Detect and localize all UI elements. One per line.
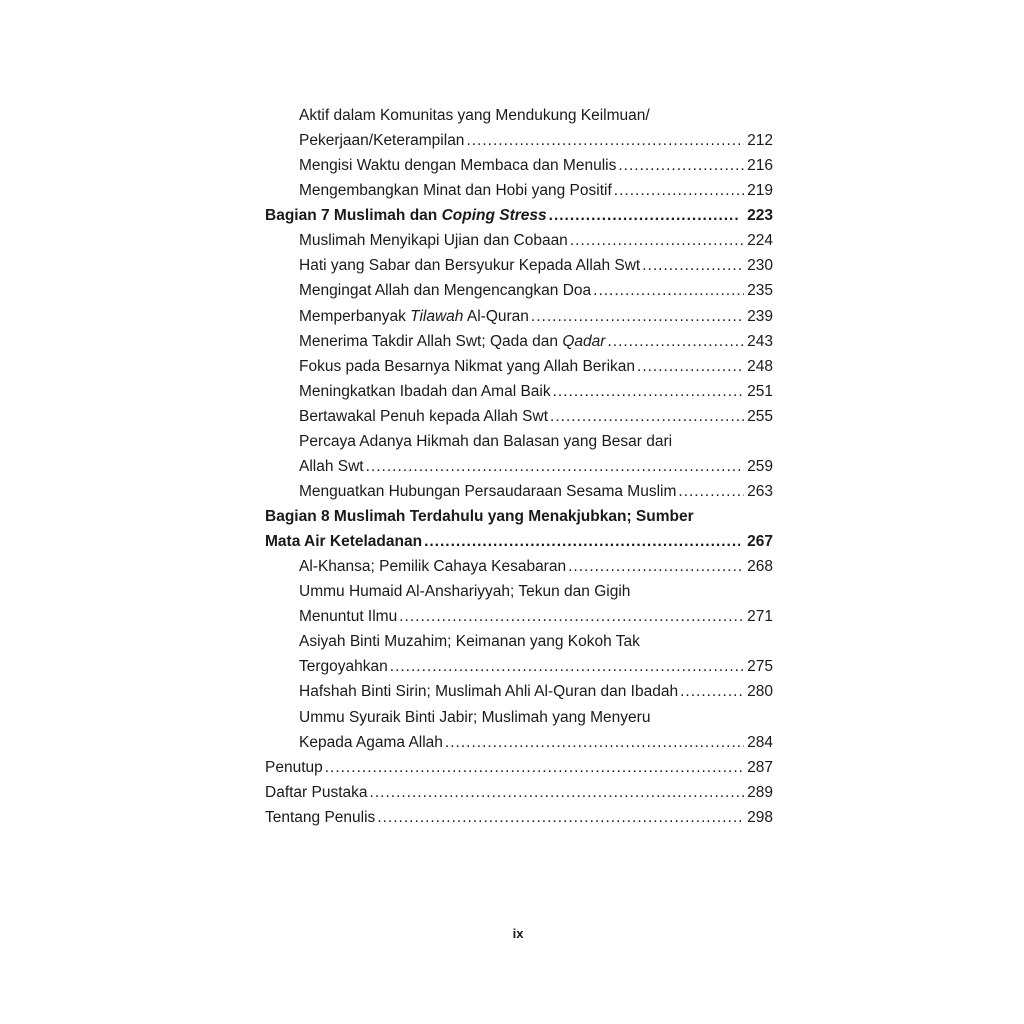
toc-entry-title-text: Mengembangkan Minat dan Hobi yang Positif bbox=[299, 182, 612, 200]
toc-page-number: 224 bbox=[747, 232, 773, 250]
toc-entry-title bbox=[299, 705, 650, 730]
toc-leader-dots bbox=[370, 780, 745, 805]
toc-entry-title bbox=[299, 278, 591, 303]
toc-entry-title bbox=[299, 554, 566, 579]
toc-page-number: 255 bbox=[747, 407, 773, 425]
toc-page-number: 243 bbox=[747, 332, 773, 350]
toc-page-number: 280 bbox=[747, 683, 773, 701]
toc-entry bbox=[265, 128, 773, 153]
toc-entry-title-text: Menguatkan Hubungan Persaudaraan Sesama Muslim bbox=[299, 482, 677, 500]
toc-leader-dots bbox=[614, 178, 744, 203]
toc-leader-dots bbox=[678, 479, 744, 504]
toc-leader-dots bbox=[570, 228, 744, 253]
toc-entry-title bbox=[265, 755, 323, 780]
toc-entry-title bbox=[299, 228, 568, 253]
toc-entry-title bbox=[299, 454, 364, 479]
toc-entry-title bbox=[299, 654, 388, 679]
toc-entry bbox=[265, 755, 773, 780]
toc-entry bbox=[265, 454, 773, 479]
toc-entry-title bbox=[299, 479, 676, 504]
toc-entry-title bbox=[299, 429, 672, 454]
toc-entry-title-text: Ummu Syuraik Binti Jabir; Muslimah yang Menyeru bbox=[299, 708, 651, 726]
toc-entry bbox=[265, 379, 773, 404]
toc-entry-title bbox=[265, 805, 375, 830]
toc-chapter-entry bbox=[265, 203, 773, 228]
toc-entry-title-text: Menuntut Ilmu bbox=[299, 608, 398, 626]
toc-entry bbox=[265, 554, 773, 579]
toc-entry-title bbox=[299, 404, 548, 429]
toc-entry bbox=[265, 654, 773, 679]
toc-entry-title-text: Percaya Adanya Hikmah dan Balasan yang Besar dari bbox=[299, 432, 673, 450]
toc-entry bbox=[265, 304, 773, 329]
toc-leader-dots bbox=[637, 354, 744, 379]
toc-page-number: 216 bbox=[747, 157, 773, 175]
toc-page-number: 239 bbox=[747, 307, 773, 325]
toc-entry-title bbox=[299, 153, 616, 178]
toc-entry-title-text: Ummu Humaid Al-Anshariyyah; Tekun dan Gigih bbox=[299, 583, 631, 601]
toc-entry-title-text: Bagian 8 Muslimah Terdahulu yang Menakjubkan; Sumber bbox=[265, 508, 694, 525]
toc-entry-title-text: Fokus pada Besarnya Nikmat yang Allah Berikan bbox=[299, 357, 636, 375]
toc-page-number: 248 bbox=[747, 357, 773, 375]
toc-entry-title-text: Mengisi Waktu dengan Membaca dan Menulis bbox=[299, 157, 617, 175]
toc-page-number: 284 bbox=[747, 733, 773, 751]
toc-page-number: 275 bbox=[747, 658, 773, 676]
toc-page-number: 298 bbox=[747, 808, 773, 826]
toc-leader-dots bbox=[618, 153, 744, 178]
toc-entry-title-text: Mengingat Allah dan Mengencangkan Doa bbox=[299, 282, 592, 300]
toc-entry bbox=[265, 404, 773, 429]
toc-entry-title-text: Mata Air Keteladanan bbox=[265, 533, 423, 551]
toc-entry-title bbox=[299, 178, 612, 203]
toc-entry-title-text: Penutup bbox=[265, 758, 323, 776]
toc-page-number: 230 bbox=[747, 257, 773, 275]
toc-page-number: 263 bbox=[747, 482, 773, 500]
toc-leader-dots bbox=[377, 805, 744, 830]
toc-entry-title-text: Allah Swt bbox=[299, 457, 364, 475]
toc-page-number: 235 bbox=[747, 282, 773, 300]
toc-entry-title-text: Hati yang Sabar dan Bersyukur Kepada Allah Swt bbox=[299, 257, 641, 275]
toc-entry-title-text: Memperbanyak bbox=[299, 307, 411, 325]
toc-leader-dots bbox=[549, 203, 740, 228]
toc-leader-dots bbox=[642, 253, 744, 278]
toc-entry bbox=[265, 429, 773, 454]
table-of-contents bbox=[265, 103, 773, 830]
toc-entry-title-text: Al-Quran bbox=[463, 307, 529, 325]
toc-entry bbox=[265, 253, 773, 278]
toc-leader-dots bbox=[680, 679, 744, 704]
toc-leader-dots bbox=[366, 454, 745, 479]
toc-entry bbox=[265, 604, 773, 629]
toc-leader-dots bbox=[593, 278, 744, 303]
toc-page-number: 223 bbox=[747, 207, 773, 225]
toc-entry-title-text: Bertawakal Penuh kepada Allah Swt bbox=[299, 407, 549, 425]
toc-entry-title-text: Meningkatkan Ibadah dan Amal Baik bbox=[299, 382, 551, 400]
toc-entry bbox=[265, 730, 773, 755]
toc-chapter-entry bbox=[265, 529, 773, 554]
toc-entry-title-text: Kepada Agama Allah bbox=[299, 733, 443, 751]
toc-entry-title-text: Asiyah Binti Muzahim; Keimanan yang Kokoh Tak bbox=[299, 633, 640, 651]
toc-leader-dots bbox=[325, 755, 744, 780]
toc-leader-dots bbox=[390, 654, 744, 679]
toc-entry-title bbox=[265, 203, 547, 228]
toc-entry-title-text: Hafshah Binti Sirin; Muslimah Ahli Al-Quran dan Ibadah bbox=[299, 683, 679, 701]
toc-leader-dots bbox=[424, 529, 740, 554]
toc-entry-title-text: Menerima Takdir Allah Swt; Qada dan bbox=[299, 332, 563, 350]
toc-entry-title bbox=[299, 604, 397, 629]
toc-leader-dots bbox=[399, 604, 744, 629]
toc-chapter-entry bbox=[265, 504, 773, 529]
toc-entry bbox=[265, 153, 773, 178]
toc-entry-title bbox=[299, 304, 529, 329]
toc-entry-title bbox=[299, 253, 640, 278]
toc-entry-title-text: Tergoyahkan bbox=[299, 658, 388, 676]
toc-entry-title bbox=[265, 780, 368, 805]
toc-leader-dots bbox=[466, 128, 744, 153]
toc-page-number: 219 bbox=[747, 182, 773, 200]
toc-page-number: 251 bbox=[747, 382, 773, 400]
toc-page-number: 287 bbox=[747, 758, 773, 776]
toc-entry-title bbox=[299, 679, 678, 704]
toc-page-number: 212 bbox=[747, 132, 773, 150]
toc-entry-title-text: Daftar Pustaka bbox=[265, 783, 368, 801]
toc-entry bbox=[265, 805, 773, 830]
toc-entry-title-text: Bagian 7 Muslimah dan bbox=[265, 207, 442, 225]
toc-leader-dots bbox=[553, 379, 745, 404]
toc-page-number: 259 bbox=[747, 457, 773, 475]
toc-page-number: 271 bbox=[747, 608, 773, 626]
toc-page-number: 289 bbox=[747, 783, 773, 801]
toc-entry bbox=[265, 329, 773, 354]
toc-entry-title-text: Tentang Penulis bbox=[265, 808, 376, 826]
toc-entry-title bbox=[299, 379, 551, 404]
toc-entry-title-text: Al-Khansa; Pemilik Cahaya Kesabaran bbox=[299, 558, 567, 576]
toc-entry bbox=[265, 780, 773, 805]
toc-page-number: 268 bbox=[747, 558, 773, 576]
toc-entry bbox=[265, 178, 773, 203]
toc-entry bbox=[265, 679, 773, 704]
toc-entry bbox=[265, 629, 773, 654]
toc-leader-dots bbox=[550, 404, 744, 429]
toc-entry-title bbox=[265, 529, 422, 554]
toc-entry-title-text: Muslimah Menyikapi Ujian dan Cobaan bbox=[299, 232, 568, 250]
toc-entry-title-italic: Coping Stress bbox=[441, 207, 547, 225]
toc-entry bbox=[265, 278, 773, 303]
toc-entry-title-text: Pekerjaan/Keterampilan bbox=[299, 132, 465, 150]
toc-leader-dots bbox=[445, 730, 744, 755]
toc-entry-title-italic: Tilawah bbox=[410, 307, 464, 325]
toc-entry bbox=[265, 479, 773, 504]
toc-entry bbox=[265, 354, 773, 379]
toc-entry-title bbox=[299, 629, 640, 654]
toc-entry-title bbox=[299, 103, 650, 128]
toc-leader-dots bbox=[531, 304, 744, 329]
toc-entry-title bbox=[299, 329, 605, 354]
page-number: ix bbox=[512, 926, 524, 941]
toc-leader-dots bbox=[607, 329, 744, 354]
toc-leader-dots bbox=[568, 554, 744, 579]
toc-entry-title bbox=[265, 504, 694, 529]
toc-entry bbox=[265, 103, 773, 128]
toc-entry bbox=[265, 705, 773, 730]
toc-entry bbox=[265, 579, 773, 604]
toc-entry-title-text: Aktif dalam Komunitas yang Mendukung Keilmuan/ bbox=[299, 107, 650, 124]
toc-entry-title-italic: Qadar bbox=[562, 332, 606, 350]
toc-page-number: 267 bbox=[747, 533, 773, 551]
toc-entry-title bbox=[299, 579, 630, 604]
toc-entry-title bbox=[299, 128, 464, 153]
toc-entry-title bbox=[299, 354, 635, 379]
toc-entry-title bbox=[299, 730, 443, 755]
toc-entry bbox=[265, 228, 773, 253]
